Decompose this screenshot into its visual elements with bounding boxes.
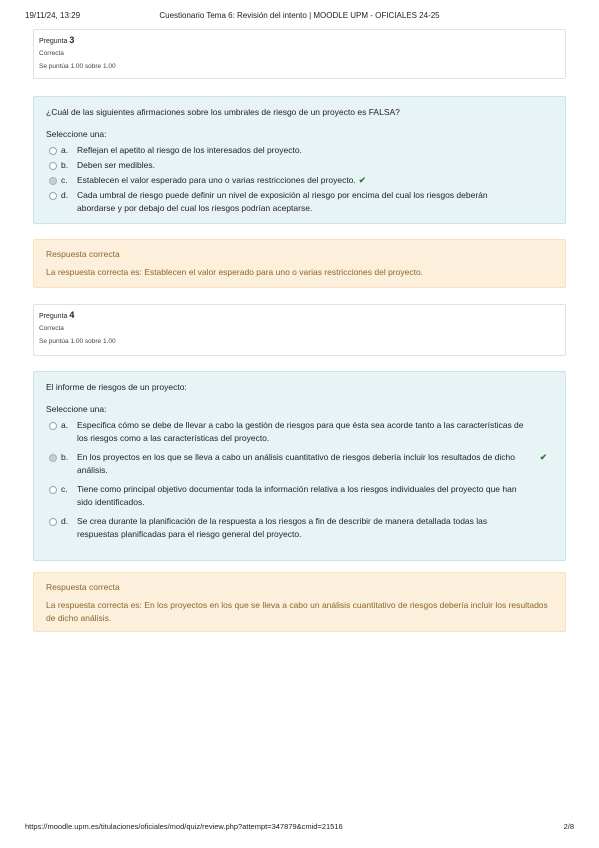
option-letter: b. xyxy=(61,452,69,462)
radio-icon[interactable] xyxy=(49,162,57,170)
radio-icon[interactable] xyxy=(49,192,57,200)
option-text: Deben ser medibles. xyxy=(77,160,155,170)
check-icon: ✔ xyxy=(539,452,547,462)
feedback-title: Respuesta correcta xyxy=(46,249,120,259)
answer-option-b[interactable] xyxy=(46,451,553,477)
check-icon: ✔ xyxy=(358,175,366,185)
option-letter: c. xyxy=(61,175,68,185)
option-letter: d. xyxy=(61,516,69,526)
radio-icon[interactable] xyxy=(49,518,57,526)
radio-selected-icon[interactable] xyxy=(49,177,57,185)
answer-option-d[interactable] xyxy=(46,189,553,215)
radio-icon[interactable] xyxy=(49,147,57,155)
option-letter: a. xyxy=(61,145,69,155)
radio-icon[interactable] xyxy=(49,422,57,430)
question-label: Pregunta xyxy=(39,38,68,45)
print-title: Cuestionario Tema 6: Revisión del intento | MOODLE UPM - OFICIALES 24-25 xyxy=(159,11,440,20)
option-text: Establecen el valor esperado para uno o varias restricciones del proyecto. xyxy=(77,175,356,185)
option-text: Cada umbral de riesgo puede definir un nivel de exposición al riesgo por encima del cual los riesgos deberán abordarse y por debajo del cual los riesgos podrían aceptarse. xyxy=(77,190,488,213)
radio-icon[interactable] xyxy=(49,486,57,494)
feedback-text: La respuesta correcta es: En los proyectos en los que se lleva a cabo un análisis cuantitativo de riesgos debería incluir los resultados de dicho análisis. xyxy=(46,600,548,623)
feedback-3 xyxy=(33,239,566,288)
answer-option-d[interactable] xyxy=(46,515,553,541)
question-text: El informe de riesgos de un proyecto: xyxy=(46,382,187,392)
print-footer xyxy=(25,822,574,834)
question-number xyxy=(39,35,560,45)
question-state: Correcta xyxy=(39,325,64,332)
answer-option-c[interactable] xyxy=(46,174,553,187)
print-date: 19/11/24, 13:29 xyxy=(25,11,81,20)
question-formulation-4 xyxy=(33,371,566,561)
question-number-value: 3 xyxy=(69,35,75,45)
feedback-text: La respuesta correcta es: Establecen el valor esperado para uno o varias restricciones del proyecto. xyxy=(46,267,424,277)
answer-prompt: Seleccione una: xyxy=(46,404,107,414)
option-letter: c. xyxy=(61,484,68,494)
answer-option-c[interactable] xyxy=(46,483,553,509)
radio-selected-icon[interactable] xyxy=(49,454,57,462)
print-url: https://moodle.upm.es/titulaciones/oficiales/mod/quiz/review.php?attempt=347879&cmid=21516 xyxy=(25,822,343,831)
option-text: Especifica cómo se debe de llevar a cabo la gestión de riesgos para que ésta sea acorde tanto a las características de los riesgos como a las características del proyecto. xyxy=(77,420,524,443)
question-info-3 xyxy=(33,29,566,79)
answer-option-a[interactable] xyxy=(46,144,553,157)
question-label: Pregunta xyxy=(39,313,68,320)
option-letter: b. xyxy=(61,160,69,170)
print-header xyxy=(25,11,574,23)
feedback-title: Respuesta correcta xyxy=(46,582,120,592)
option-letter: a. xyxy=(61,420,69,430)
answer-prompt: Seleccione una: xyxy=(46,129,107,139)
question-state: Correcta xyxy=(39,50,64,57)
question-info-4 xyxy=(33,304,566,356)
answer-option-a[interactable] xyxy=(46,419,553,445)
question-text: ¿Cuál de las siguientes afirmaciones sobre los umbrales de riesgo de un proyecto es FALSA? xyxy=(46,107,400,117)
question-grade: Se puntúa 1.00 sobre 1.00 xyxy=(39,63,116,70)
question-formulation-3 xyxy=(33,96,566,224)
page-number: 2/8 xyxy=(563,822,574,831)
option-text: En los proyectos en los que se lleva a cabo un análisis cuantitativo de riesgos debería incluir los resultados de dicho análisis. xyxy=(77,452,516,475)
option-text: Se crea durante la planificación de la respuesta a los riesgos a fin de describir de manera detallada todas las respuestas planificadas para el riesgo general del proyecto. xyxy=(77,516,488,539)
option-letter: d. xyxy=(61,190,69,200)
answer-option-b[interactable] xyxy=(46,159,553,172)
question-grade: Se puntúa 1.00 sobre 1.00 xyxy=(39,338,116,345)
option-text: Reflejan el apetito al riesgo de los interesados del proyecto. xyxy=(77,145,302,155)
question-number-value: 4 xyxy=(69,310,75,320)
question-number xyxy=(39,310,560,320)
option-text: Tiene como principal objetivo documentar toda la información relativa a los riesgos individuales del proyecto que han sido identificados. xyxy=(77,484,517,507)
feedback-4 xyxy=(33,572,566,632)
